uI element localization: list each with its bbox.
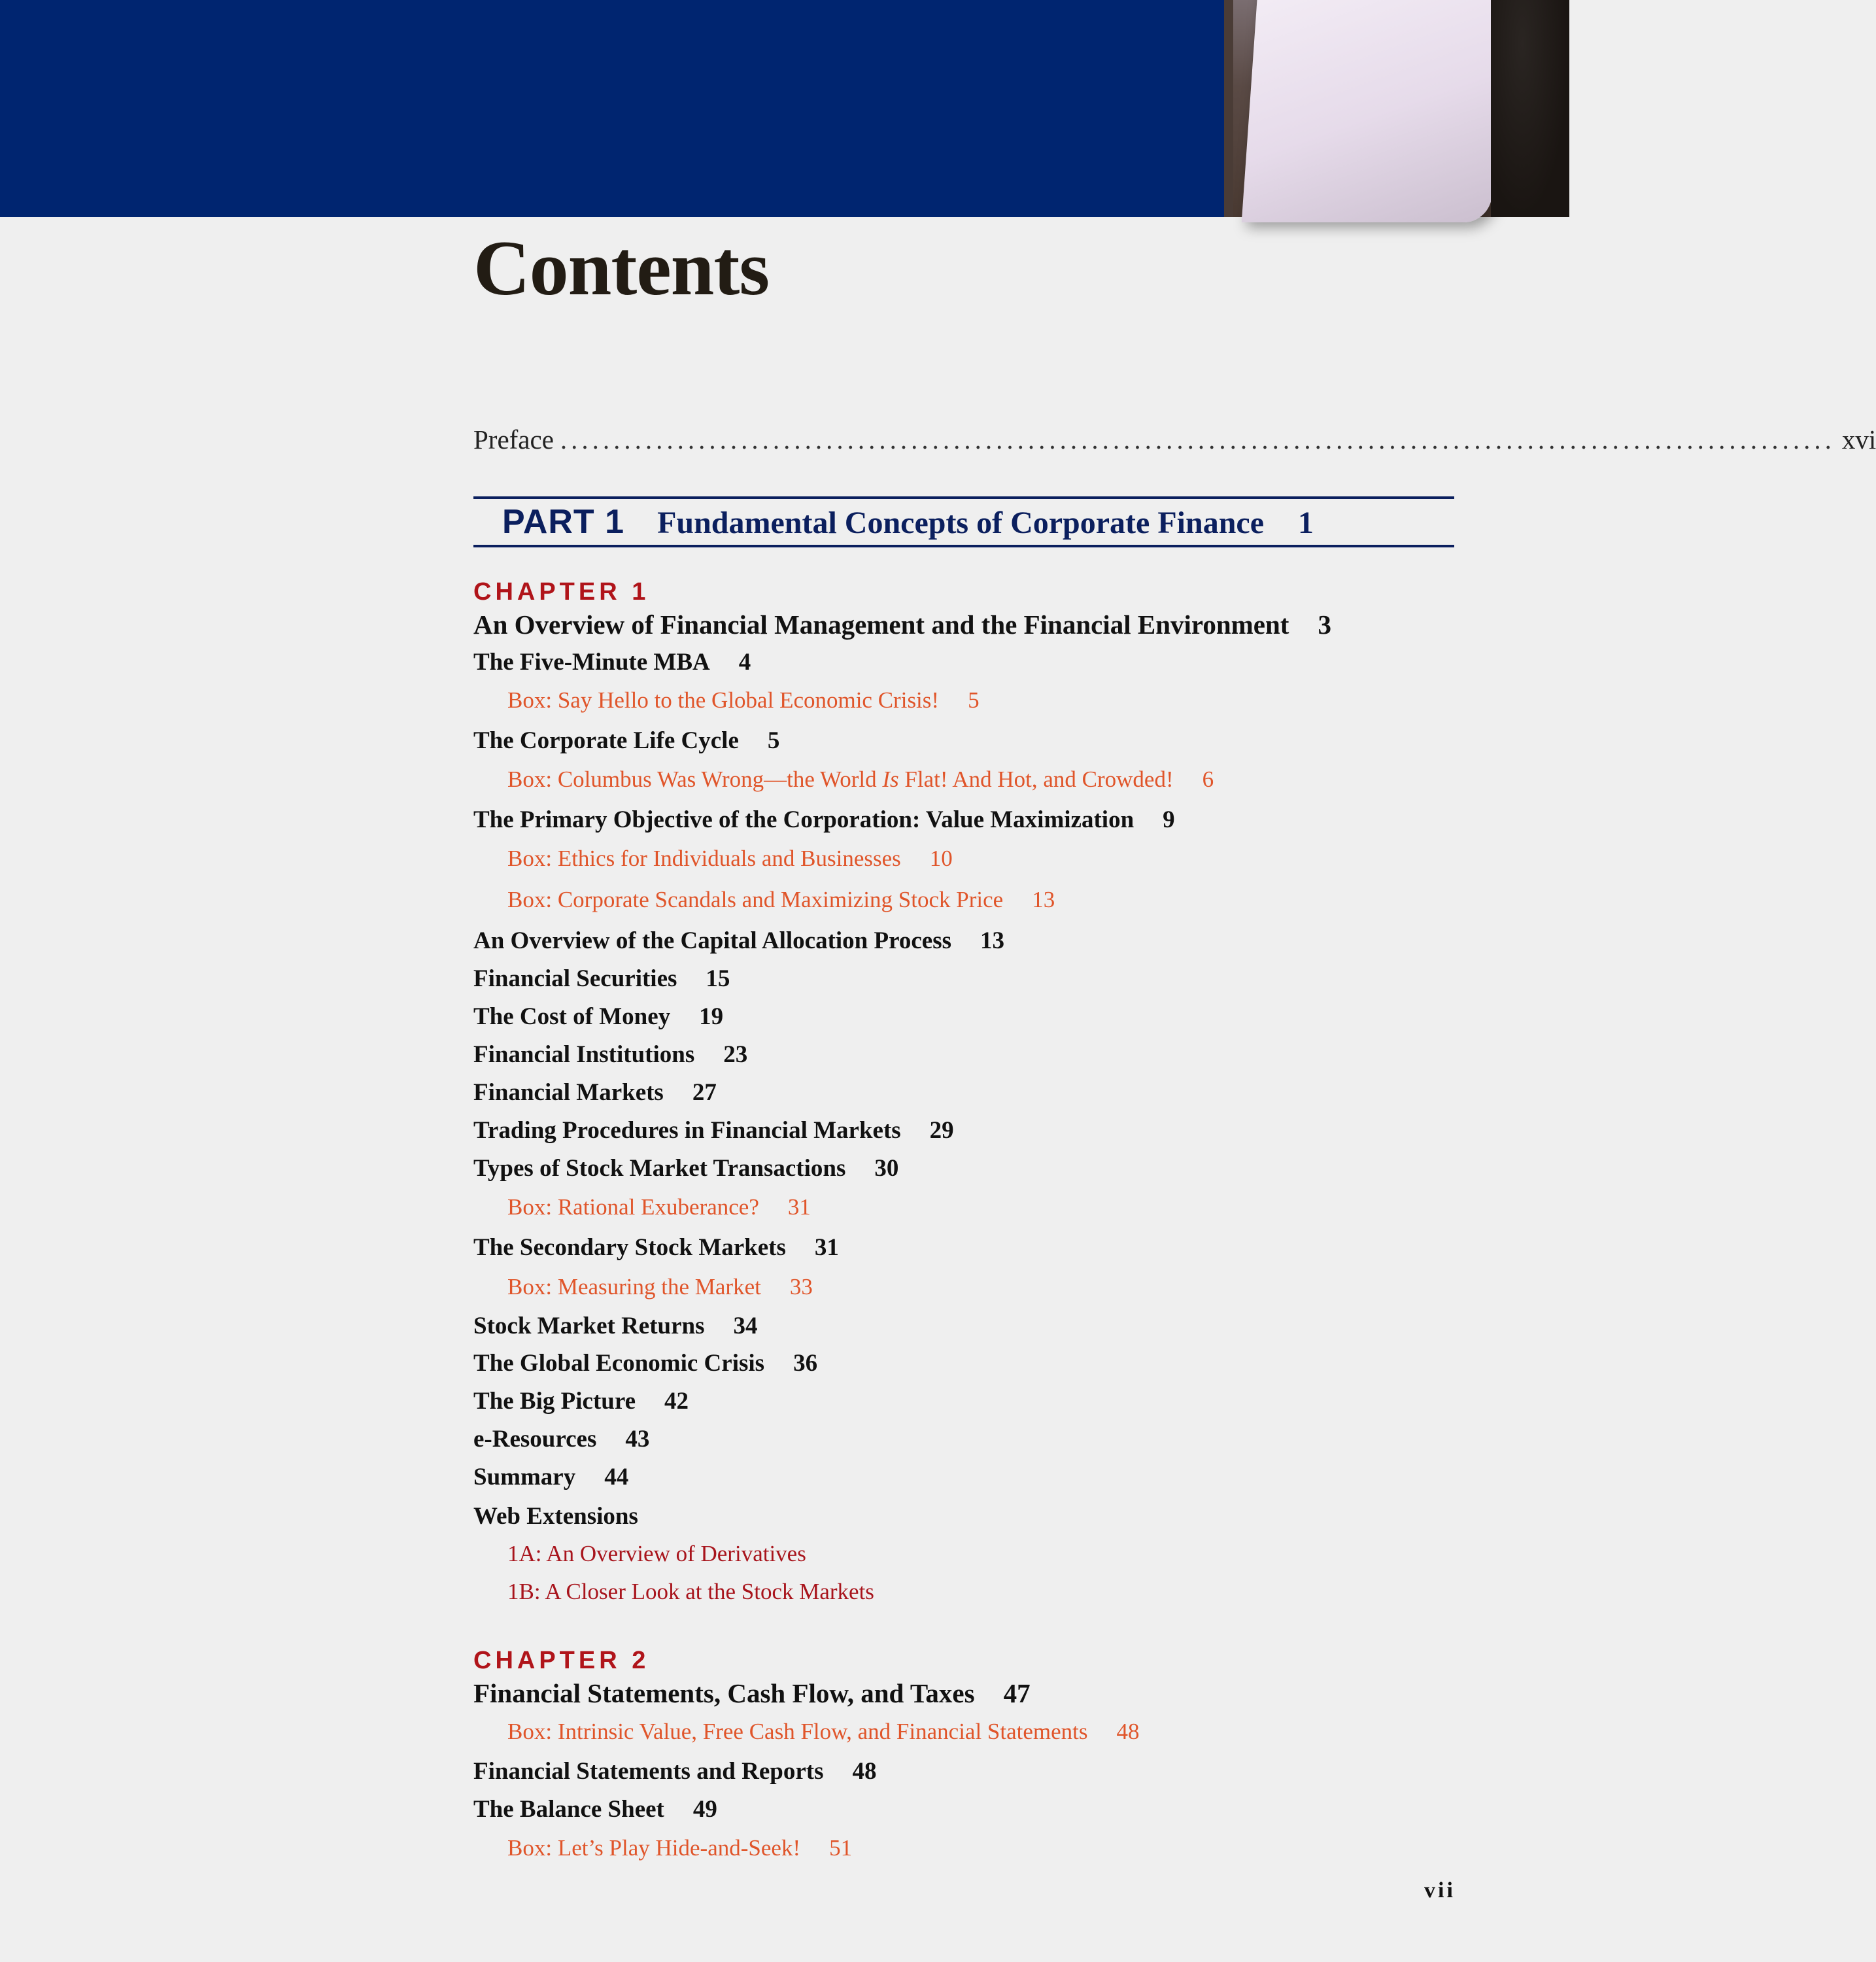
toc-section[interactable] [473,1797,717,1821]
chapter-2-title-title: Financial Statements, Cash Flow, and Taxes [473,1678,975,1708]
toc-web-extension-title: 1A: An Overview of Derivatives [507,1541,806,1566]
preface-label: Preface [473,424,554,455]
toc-section-title: The Cost of Money [473,1003,671,1030]
toc-section[interactable] [473,929,1004,953]
toc-section-title: Summary [473,1464,576,1490]
toc-section-page: 36 [793,1350,818,1377]
toc-section-page: 48 [852,1758,877,1785]
chapter-2-label: CHAPTER 2 [473,1647,650,1674]
toc-box[interactable] [507,689,980,712]
toc-section[interactable] [473,967,730,991]
toc-web-extension[interactable] [507,1542,806,1565]
toc-box-page: 10 [929,846,953,871]
photo-edge [1224,0,1233,217]
chapter-2-title[interactable] [473,1680,1031,1707]
toc-section-title: An Overview of the Capital Allocation Process [473,927,952,954]
chapter-2-title-page: 47 [1003,1678,1031,1708]
part-heading[interactable] [502,502,1314,544]
toc-section[interactable] [473,1314,758,1338]
toc-section-title: The Five-Minute MBA [473,649,710,676]
toc-section[interactable] [473,1427,649,1451]
toc-section-title: Trading Procedures in Financial Markets [473,1117,901,1144]
chapter-1-title[interactable] [473,611,1331,638]
toc-section-title: Stock Market Returns [473,1313,705,1339]
preface-page: xvi [1841,424,1876,455]
toc-section-page: 44 [604,1464,629,1490]
toc-section[interactable] [473,1759,876,1783]
cover-photo [1224,0,1569,217]
toc-box-title: Box: Corporate Scandals and Maximizing Stock Price [507,887,1004,912]
toc-section[interactable] [473,1080,717,1105]
toc-box-page: 51 [829,1835,853,1861]
toc-box-page: 5 [968,687,980,713]
dot-leader: ........................................................................................................................ [560,424,1835,455]
toc-section-title: Types of Stock Market Transactions [473,1155,846,1182]
toc-section[interactable] [473,1156,898,1180]
page-title: Contents [473,224,770,311]
chapter-1-label: CHAPTER 1 [473,578,650,606]
toc-section-page: 19 [699,1003,724,1030]
toc-section-page: 4 [738,649,751,676]
toc-section[interactable] [473,729,779,753]
toc-section-page: 49 [692,1796,717,1823]
toc-section[interactable] [473,1118,954,1143]
chapter-1-title-title: An Overview of Financial Management and the Financial Environment [473,610,1289,640]
toc-section-title: The Secondary Stock Markets [473,1234,786,1261]
toc-section[interactable] [473,1389,689,1413]
toc-box-title: Box: Rational Exuberance? [507,1194,759,1220]
toc-section-title: Financial Markets [473,1079,664,1106]
toc-section-title: Financial Institutions [473,1041,695,1068]
photo-object [1242,0,1508,222]
toc-section-page: 30 [874,1155,899,1182]
part-label: PART 1 [502,503,625,541]
toc-section-page: 5 [767,727,780,754]
toc-section[interactable] [473,1235,839,1260]
toc-web-extension-title: 1B: A Closer Look at the Stock Markets [507,1579,874,1604]
toc-section-page: 13 [980,927,1005,954]
part-rule-bottom [473,545,1454,547]
toc-section-page: 23 [723,1041,748,1068]
page-number: vii [1424,1878,1456,1902]
toc-section-title: The Global Economic Crisis [473,1350,765,1377]
part-rule-top [473,496,1454,499]
toc-box-title: Box: Intrinsic Value, Free Cash Flow, and Financial Statements [507,1719,1088,1744]
photo-figure [1491,0,1569,217]
part-title: Fundamental Concepts of Corporate Finance [657,506,1264,540]
toc-section-page: 42 [664,1388,689,1415]
toc-section-page: 34 [733,1313,758,1339]
toc-box[interactable] [507,888,1055,911]
toc-section[interactable] [473,1005,723,1029]
toc-web-extension[interactable] [507,1580,874,1603]
toc-section[interactable] [473,650,751,674]
toc-box-title: Box: Ethics for Individuals and Businesses [507,846,901,871]
toc-section-title: The Big Picture [473,1388,636,1415]
toc-box[interactable] [507,1196,811,1218]
toc-box-page: 6 [1202,766,1214,792]
toc-section-title: The Corporate Life Cycle [473,727,739,754]
chapter-1-title-page: 3 [1318,610,1331,640]
toc-section[interactable] [473,1042,747,1067]
toc-section[interactable] [473,808,1175,832]
toc-section-title: e-Resources [473,1426,597,1453]
toc-box[interactable] [507,768,1214,791]
toc-box[interactable] [507,1275,813,1298]
toc-section[interactable] [473,1504,638,1528]
toc-section-title: The Balance Sheet [473,1796,664,1823]
toc-section-title: Financial Securities [473,965,677,992]
toc-box-title: Box: Let’s Play Hide-and-Seek! [507,1835,801,1861]
toc-box-title: Box: Columbus Was Wrong—the World Is Flat! And Hot, and Crowded! [507,766,1174,792]
toc-section-page: 31 [814,1234,839,1261]
toc-section-title: Financial Statements and Reports [473,1758,824,1785]
toc-box-page: 48 [1116,1719,1140,1744]
toc-section-title: The Primary Objective of the Corporation: Value Maximization [473,806,1134,833]
toc-box[interactable] [507,847,953,870]
toc-box[interactable] [507,1720,1140,1743]
toc-box-page: 31 [787,1194,811,1220]
toc-section-page: 29 [929,1117,954,1144]
toc-box-page: 13 [1032,887,1055,912]
toc-preface[interactable] [473,424,1876,463]
toc-section-page: 43 [625,1426,650,1453]
toc-section[interactable] [473,1351,817,1375]
toc-section-page: 9 [1163,806,1175,833]
header-banner [0,0,1224,217]
toc-box[interactable] [507,1836,852,1859]
toc-box-title: Box: Measuring the Market [507,1274,761,1299]
toc-box-page: 33 [789,1274,813,1299]
part-page: 1 [1298,506,1314,540]
toc-section-page: 27 [692,1079,717,1106]
toc-section-title: Web Extensions [473,1503,638,1530]
toc-section[interactable] [473,1465,628,1489]
toc-box-title: Box: Say Hello to the Global Economic Crisis! [507,687,940,713]
toc-section-page: 15 [706,965,730,992]
